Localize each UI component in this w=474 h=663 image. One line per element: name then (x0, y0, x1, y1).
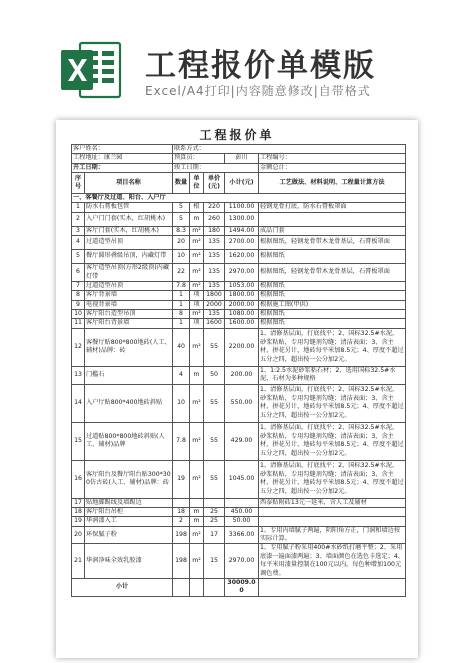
row-index: 10 (72, 309, 85, 318)
item-name: 过道造型吊顶 (85, 236, 173, 250)
item-name: 华润漆入工 (85, 517, 173, 526)
item-notes: 根据图纸 (259, 309, 406, 318)
row-index: 17 (72, 498, 85, 507)
quantity: 40 (173, 328, 190, 366)
row-index: 7 (72, 281, 85, 290)
item-notes: 成品门套 (259, 226, 406, 235)
column-header: 项目名称 (85, 173, 173, 194)
item-name: 客厅造型吊顶(方形2级顶)内藏灯带 (85, 264, 173, 282)
quantity: 1 (173, 291, 190, 300)
quantity: 10 (173, 250, 190, 264)
line-total: 1494.00 (225, 226, 259, 235)
empty-cell (204, 578, 225, 596)
page-header (0, 0, 474, 112)
table-row (72, 526, 406, 544)
row-index: 1 (72, 203, 85, 212)
info-row (72, 163, 406, 172)
row-index: 9 (72, 300, 85, 309)
unit-price: 135 (204, 236, 225, 250)
info-cell: 工程地址：康兰园 (72, 154, 173, 163)
table-row (72, 366, 406, 384)
item-notes: 1、1:2.5水泥砂浆粘石材；2、选用国标32.5#水泥，石材为多种规格 (259, 366, 406, 384)
item-notes (259, 508, 406, 517)
quote-sheet-preview (56, 120, 418, 658)
unit: m² (190, 250, 204, 264)
row-index: 8 (72, 291, 85, 300)
table-row (72, 309, 406, 318)
table-row (72, 498, 406, 507)
unit-price: 135 (204, 264, 225, 282)
item-name: 门槛石 (85, 366, 173, 384)
item-notes: 1、清修基层面，打底找平；2、国标32.5#水泥，砂浆粘贴，专用勾缝剂勾缝；清洁表面；3、含主材，拼花另计，地砖每平米加8.5元；4、厚度不超过五分之四，超出按一公分加2元。 (259, 460, 406, 498)
unit-price: 220 (204, 203, 225, 212)
unit-price: 1800 (204, 291, 225, 300)
table-row (72, 319, 406, 328)
item-notes: 根据施工图(甲供) (259, 300, 406, 309)
column-header: 小计(元) (225, 173, 259, 194)
row-index: 5 (72, 250, 85, 264)
item-name: 防水石膏板包管 (85, 203, 173, 212)
item-name: 客厅阳台造型吊顶 (85, 309, 173, 318)
quantity: 8.3 (173, 226, 190, 235)
item-name: 过道贴800*800地砖斜贴(人工、辅材)品牌 (85, 422, 173, 460)
line-total: 2200.00 (225, 328, 259, 366)
quantity: 1 (173, 300, 190, 309)
subtotal-value: 30009.00 (225, 578, 259, 596)
table-row (72, 264, 406, 282)
unit-price: 55 (204, 328, 225, 366)
item-notes: 1、清修基层面，打底找平；2、国标32.5#水泥，砂浆粘贴，专用勾缝剂勾缝；清洁表面；3、含主材，拼花另计，地砖每平米加8.5元；4、厚度不超过五分之四，超出按一公分加2元。 (259, 328, 406, 366)
unit: m² (190, 264, 204, 282)
item-notes: 根据图纸 (259, 250, 406, 264)
unit: m² (190, 384, 204, 422)
row-index: 18 (72, 508, 85, 517)
line-total: 1300.00 (225, 212, 259, 226)
info-cell: 工程编号： (259, 154, 406, 163)
line-total: 1600.00 (225, 319, 259, 328)
quantity: 7.8 (173, 281, 190, 290)
line-total: 1045.00 (225, 460, 259, 498)
item-name: 贴地脚踢线及墙踢边 (85, 498, 173, 507)
item-notes (259, 517, 406, 526)
section-title: 一、客餐厅及过道、阳台、入户厅 (72, 194, 406, 203)
unit: m² (190, 526, 204, 544)
unit: m² (190, 328, 204, 366)
unit-price: 15 (204, 544, 225, 578)
line-total: 1080.00 (225, 309, 259, 318)
table-row (72, 328, 406, 366)
item-notes: 1、清修基层面，打底找平；2、国标32.5#水泥，砂浆粘贴，专用勾缝剂勾缝；清洁表面；3、含主材，拼花另计，地砖每平米加8.5元；4、厚度不超过五分之四，超出按一公分加2元。 (259, 384, 406, 422)
quantity: 5 (173, 203, 190, 212)
unit-price: 25 (204, 508, 225, 517)
line-total: 2970.00 (225, 544, 259, 578)
unit-price: 25 (204, 517, 225, 526)
row-index: 16 (72, 460, 85, 498)
info-row (72, 154, 406, 163)
info-cell: 金额总计： (259, 163, 406, 172)
unit-price (204, 498, 225, 507)
item-name: 客厅门套(实木，红胡桃木) (85, 226, 173, 235)
table-row (72, 384, 406, 422)
unit-price: 55 (204, 422, 225, 460)
unit-price: 1600 (204, 319, 225, 328)
info-cell: 客户姓名： (72, 145, 173, 154)
item-name: 入户厅贴800*400地砖斜贴 (85, 384, 173, 422)
line-total: 2700.00 (225, 236, 259, 250)
empty-cell (190, 578, 204, 596)
info-cell: 预算员： (173, 154, 225, 163)
item-name: 餐厅圆形叠级吊顶，内藏灯带 (85, 250, 173, 264)
item-notes: 根据图纸，轻钢龙骨带木龙骨基层，石膏板罩面 (259, 264, 406, 282)
unit: m² (190, 422, 204, 460)
quantity: 19 (173, 460, 190, 498)
table-row (72, 508, 406, 517)
item-name: 客厅背景墙 (85, 291, 173, 300)
quantity: 20 (173, 236, 190, 250)
quote-table (71, 144, 406, 597)
item-notes: 根据图纸 (259, 291, 406, 300)
table-row (72, 236, 406, 250)
table-row (72, 544, 406, 578)
item-notes: 根据图纸 (259, 281, 406, 290)
table-row (72, 517, 406, 526)
column-header: 工艺做法、材料说明、工程量计算方法 (259, 173, 406, 194)
unit-price: 17 (204, 526, 225, 544)
line-total: 1800.00 (225, 291, 259, 300)
empty-cell (259, 578, 406, 596)
table-row (72, 291, 406, 300)
info-cell: 彭川 (225, 154, 259, 163)
table-row (72, 203, 406, 212)
table-row (72, 250, 406, 264)
table-row (72, 226, 406, 235)
row-index: 11 (72, 319, 85, 328)
unit-price: 135 (204, 309, 225, 318)
item-notes (259, 212, 406, 226)
line-total: 50.00 (225, 517, 259, 526)
unit-price: 260 (204, 212, 225, 226)
row-index: 20 (72, 526, 85, 544)
unit: m (190, 366, 204, 384)
unit-price: 55 (204, 384, 225, 422)
quantity: 5 (173, 212, 190, 226)
column-header: 序号 (72, 173, 85, 194)
quantity: 7.8 (173, 422, 190, 460)
item-name: 客厅阳台背景墙 (85, 319, 173, 328)
item-notes: 根据图纸 (259, 319, 406, 328)
unit: m² (190, 544, 204, 578)
row-index: 2 (72, 212, 85, 226)
item-notes: 1、清修基层面，打底找平；2、国标32.5#水泥，砂浆粘贴，专用勾缝剂勾缝；清洁表面；3、含主材，拼花另计，地砖每平米加8.5元；4、厚度不超过五分之四，超出按一公分加2元。 (259, 422, 406, 460)
row-index: 14 (72, 384, 85, 422)
section-row (72, 194, 406, 203)
table-row (72, 281, 406, 290)
column-header: 单价(元) (204, 173, 225, 194)
line-total: 200.00 (225, 366, 259, 384)
row-index: 12 (72, 328, 85, 366)
info-row (72, 145, 406, 154)
table-row (72, 300, 406, 309)
quantity: 4 (173, 366, 190, 384)
unit-price: 2000 (204, 300, 225, 309)
unit-price: 135 (204, 250, 225, 264)
item-notes: 1、专用腻子粉采用400#水砂纸打磨平整；2、采用底漆一遍面漆两遍；3、墙面颜色在选色卡选定；4、每平米用漆量控制在100元以内，每色种增加100元调色费。 (260, 544, 404, 577)
table-row (72, 422, 406, 460)
unit-price: 180 (204, 226, 225, 235)
info-cell: 联系方式： (173, 145, 406, 154)
quantity: 8 (173, 309, 190, 318)
item-name: 入户门门套(实木，红胡桃木) (85, 212, 173, 226)
item-notes: 1、专用内墙腻子两遍，阴阳角方正，门洞和墙边按实际计算。 (259, 526, 406, 544)
unit: m² (190, 281, 204, 290)
unit: m² (190, 226, 204, 235)
item-name: 华润净味全效乳胶漆 (85, 544, 173, 578)
row-index: 19 (72, 517, 85, 526)
unit-price: 55 (204, 460, 225, 498)
quantity: 1 (173, 319, 190, 328)
line-total: 2000.00 (225, 300, 259, 309)
column-header: 数量 (173, 173, 190, 194)
unit: 项 (190, 291, 204, 300)
column-header: 单位 (190, 173, 204, 194)
column-header-row (72, 173, 406, 194)
line-total: 3366.00 (225, 526, 259, 544)
line-total: 450.00 (225, 508, 259, 517)
info-cell: 开工日期： (72, 163, 173, 172)
quantity: 198 (173, 544, 190, 578)
line-total (225, 498, 259, 507)
line-total: 550.00 (225, 384, 259, 422)
row-index: 3 (72, 226, 85, 235)
unit: m (190, 508, 204, 517)
row-index: 6 (72, 264, 85, 282)
item-rows (72, 203, 406, 578)
quantity: 22 (173, 264, 190, 282)
unit-price: 50 (204, 366, 225, 384)
unit: m² (190, 460, 204, 498)
item-notes: 轻钢龙骨打底，防水石膏板罩面 (259, 203, 406, 212)
table-row (72, 212, 406, 226)
item-name: 环保腻子粉 (85, 526, 173, 544)
quantity: 18 (173, 508, 190, 517)
unit: m (190, 517, 204, 526)
item-name: 客厅阳台及餐厅阳台贴300*300仿古砖(人工、辅材)品牌：砖 (85, 460, 173, 498)
unit: m² (190, 236, 204, 250)
empty-cell (173, 578, 190, 596)
row-index: 21 (72, 544, 85, 578)
line-total: 1620.00 (225, 250, 259, 264)
item-name: 过道造型吊顶 (85, 281, 173, 290)
unit-price: 135 (204, 281, 225, 290)
sheet-title: 工程报价单 (199, 128, 275, 142)
subtotal-label: 小计 (72, 578, 173, 596)
item-name: 客厅阳台吊柜 (85, 508, 173, 517)
unit: 根 (190, 203, 204, 212)
line-total: 2970.00 (225, 264, 259, 282)
quantity (173, 498, 190, 507)
unit: m (190, 212, 204, 226)
item-notes: 西泰贴附砖13元一延米，含人工及辅材 (259, 498, 406, 507)
excel-icon (58, 37, 124, 103)
info-cell: 竣工日期： (173, 163, 259, 172)
unit: 项 (190, 300, 204, 309)
table-row (72, 460, 406, 498)
quantity: 2 (173, 517, 190, 526)
line-total: 429.00 (225, 422, 259, 460)
page-title: 工程报价单模版 (145, 48, 376, 84)
unit: m² (190, 309, 204, 318)
subtotal-row (72, 578, 406, 596)
item-notes: 根据图纸，轻钢龙骨带木龙骨基层，石膏板罩面 (259, 236, 406, 250)
page-subtitle: Excel/A4打印|内容随意修改|自带格式 (145, 84, 371, 98)
row-index: 13 (72, 366, 85, 384)
quantity: 198 (173, 526, 190, 544)
line-total: 1100.00 (225, 203, 259, 212)
quantity: 10 (173, 384, 190, 422)
unit: 项 (190, 319, 204, 328)
item-name: 电视背景墙 (85, 300, 173, 309)
line-total: 1053.00 (225, 281, 259, 290)
unit (190, 498, 204, 507)
row-index: 15 (72, 422, 85, 460)
row-index: 4 (72, 236, 85, 250)
item-name: 客餐厅贴800*800地砖(人工、辅材)品牌：砖 (85, 328, 173, 366)
